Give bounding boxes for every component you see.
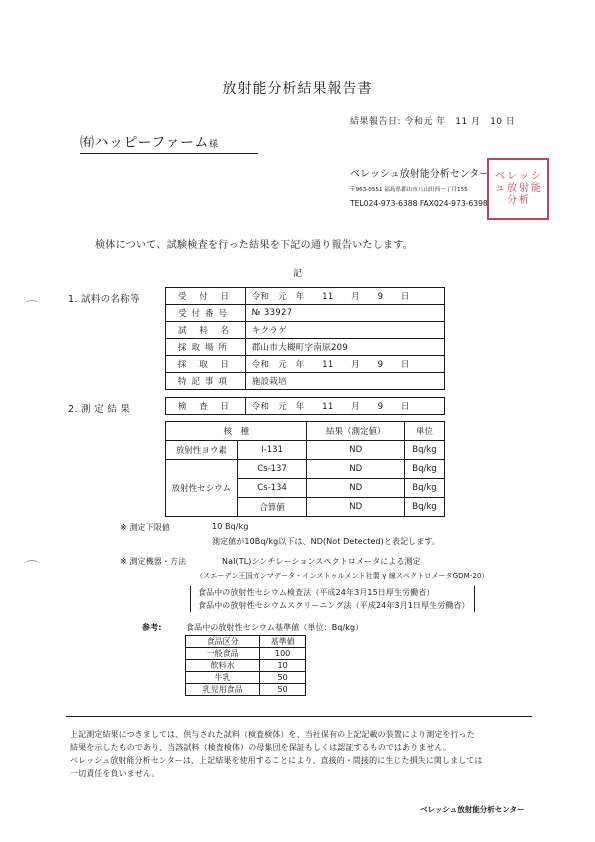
lab-name: ベレッシュ放射能分析センター: [350, 169, 490, 180]
field-value: 令和 元 年 11 月 9 日: [245, 356, 444, 373]
table-row: [166, 305, 445, 322]
table-row: [166, 322, 445, 339]
field-label: 受付番号: [166, 305, 246, 322]
table-row: [166, 398, 445, 415]
standard-value: 10: [260, 660, 306, 672]
field-value: 令和 元 年 11 月 9 日: [245, 288, 444, 305]
reference-label: 参考:: [142, 623, 162, 632]
result-cell: ND: [307, 460, 405, 479]
table-row: [186, 684, 306, 696]
method-line4: 食品中の放射性セシウムスクリーニング法（平成24年3月1日厚生労働省）: [198, 601, 470, 610]
nuclide-cell: Cs-137: [237, 460, 307, 479]
table-row: [166, 288, 445, 305]
result-cell: ND: [307, 441, 405, 460]
disclaimer-line-2: 結果を示したものであり、当該試料（検査検体）の母集団を保証もしくは認証するものではありません。: [70, 743, 452, 752]
seal-character: 放: [507, 183, 517, 194]
food-category: 一般食品: [186, 648, 260, 660]
unit-cell: Bq/kg: [405, 441, 445, 460]
standard-value: 100: [260, 648, 306, 660]
intro-text: 検体について、試験検査を行った結果を下記の通り報告いたします。: [95, 240, 414, 251]
lab-address: 〒963-0551 福島県郡山市八山田西一丁目155: [350, 187, 468, 193]
field-value: № 33927: [245, 305, 444, 322]
seal-character: 分: [507, 195, 517, 206]
field-label: 受 付 日: [166, 288, 246, 305]
unit-cell: Bq/kg: [405, 460, 445, 479]
disclaimer-divider: [66, 716, 532, 717]
method-line1: NaI(TL)シンチレーションスペクトロメータによる測定: [222, 557, 421, 566]
table-row: [166, 373, 445, 390]
section1-label: 1. 試料の名称等: [68, 294, 140, 305]
food-category: 飲料水: [186, 660, 260, 672]
reference-header-row: [186, 636, 306, 648]
binding-mark-top: [24, 300, 40, 309]
col-header-nuclide: 核 種: [166, 422, 307, 441]
std-header-category: 食品区分: [186, 636, 260, 648]
table-row: [186, 672, 306, 684]
standard-value: 50: [260, 684, 306, 696]
seal-character: 析: [519, 195, 529, 206]
table-row: [166, 441, 445, 460]
group-cesium: 放射性セシウム: [166, 460, 238, 517]
disclaimer-line-1: 上記測定結果につきましては、供与された試料（検査検体）を、当社保有の上記記載の装置により測定を行った: [70, 730, 475, 739]
report-date: 結果報告日: 令和元 年 11 月 10 日: [350, 117, 516, 127]
unit-cell: Bq/kg: [405, 479, 445, 498]
method-label: ※ 測定機器・方法: [120, 557, 187, 566]
food-category: 牛乳: [186, 672, 260, 684]
nuclide-cell: I-131: [237, 441, 307, 460]
reference-caption: 食品中の放射性セシウム基準値（単位：Bq/kg）: [186, 623, 364, 632]
reference-standard-table: [185, 635, 306, 696]
company-seal-stamp: [487, 158, 549, 220]
seal-character: ベ: [495, 171, 505, 182]
field-label: 採 取 日: [166, 356, 246, 373]
recipient-underline: [80, 153, 258, 154]
seal-character: 射: [519, 183, 529, 194]
field-value: キクラゲ: [245, 322, 444, 339]
field-label: 採取場所: [166, 339, 246, 356]
method-line3: 食品中の放射性セシウム検査法（平成24年3月15日厚生労働省）: [198, 588, 435, 597]
seal-character: レ: [507, 171, 517, 182]
inspection-date-table: [165, 397, 445, 415]
field-value: 郡山市大槻町字南原209: [245, 339, 444, 356]
result-cell: ND: [307, 479, 405, 498]
field-label: 特記事項: [166, 373, 246, 390]
inspection-date-value: 令和 元 年 11 月 9 日: [245, 398, 444, 415]
recipient-name: ㈲ハッピーファーム: [80, 135, 209, 151]
group-iodine: 放射性ヨウ素: [166, 441, 238, 460]
binding-mark-bottom: [24, 560, 40, 569]
table-row: [186, 660, 306, 672]
disclaimer-line-4: 一切責任を負いません。: [70, 769, 160, 778]
std-header-value: 基準値: [260, 636, 306, 648]
recipient-honorific: 様: [208, 140, 219, 150]
table-row: [166, 356, 445, 373]
seal-character: 能: [531, 183, 541, 194]
sample-info-table: [165, 287, 445, 390]
disclaimer-line-3: ベレッシュ放射能分析センターは、上記結果を使用することにより、直接的・間接的に生じた損失に関しましては: [70, 756, 483, 765]
col-header-unit: 単位: [405, 422, 445, 441]
section2-label: 2. 測 定 結 果: [68, 404, 131, 415]
lab-phone-fax: TEL024-973-6388 FAX024-973-6398: [350, 199, 488, 208]
result-cell: ND: [307, 498, 405, 517]
ki-heading: 記: [292, 269, 302, 279]
col-header-result: 結果（測定値）: [307, 422, 405, 441]
results-header-row: [166, 422, 445, 441]
table-row: [186, 648, 306, 660]
seal-character: ッ: [519, 171, 529, 182]
field-value: 施設栽培: [245, 373, 444, 390]
limit-note: 測定値が10Bq/kg以下は、ND(Not Detected)と表記します。: [212, 537, 440, 546]
footer-lab-name: ベレッシュ放射能分析センター: [420, 805, 525, 814]
recipient: [80, 132, 218, 152]
method-line2: （スエーデン王国ガンマデータ・インストゥルメント社製 γ 線スペクトロメータGDM-20）: [196, 572, 489, 580]
results-table: [165, 421, 445, 517]
table-row: [166, 339, 445, 356]
standard-value: 50: [260, 672, 306, 684]
field-label: 試 料 名: [166, 322, 246, 339]
seal-character: シ: [531, 171, 541, 182]
food-category: 乳児用食品: [186, 684, 260, 696]
inspection-date-head: 検 査 日: [166, 398, 246, 415]
limit-label: ※ 測定下限値: [120, 523, 170, 532]
report-title: 放射能分析結果報告書: [222, 81, 373, 97]
limit-value: 10 Bq/kg: [212, 522, 249, 531]
table-row: [166, 460, 445, 479]
nuclide-cell: Cs-134: [237, 479, 307, 498]
seal-character: ュ: [495, 183, 505, 194]
unit-cell: Bq/kg: [405, 498, 445, 517]
nuclide-cell: 合算値: [237, 498, 307, 517]
